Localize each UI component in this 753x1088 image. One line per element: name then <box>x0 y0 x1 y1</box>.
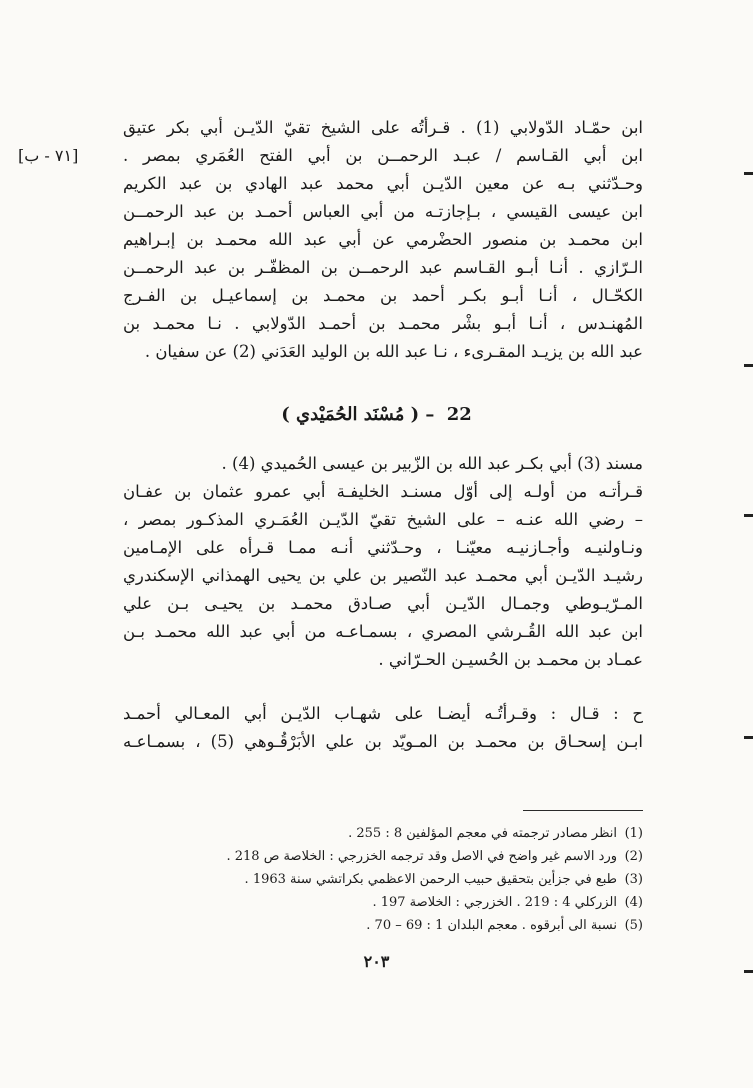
text-line: ابـن إسحـاق بن محمـد بن المـويّد بن علي الأبَرْقُـوهي (5) ، بسمـاعـه <box>123 732 643 751</box>
text-line: ابن عبد الله القُـرشي المصري ، بسمـاعـه من أبي عبد الله محمـد بـن <box>123 622 643 641</box>
binding-mark <box>744 736 753 739</box>
footnote-number: (2) <box>624 849 643 864</box>
footnotes <box>123 822 643 937</box>
binding-mark <box>744 514 753 517</box>
binding-mark <box>744 364 753 367</box>
footnote-text: انظر مصادر ترجمته في معجم المؤلفين 8 : 255 . <box>348 826 617 841</box>
binding-mark <box>744 970 753 973</box>
text-line: ابن حمّـاد الدّولابي (1) . قـرأتُه على الشيخ تقيّ الدّيـن أبي بكر عتيق <box>123 118 643 137</box>
section-dash: – <box>425 404 435 425</box>
footnote-number: (4) <box>624 895 643 910</box>
footnote-text: نسبة الى أبرقوه . معجم البلدان 1 : 69 – 70 . <box>366 918 617 933</box>
section-title: ( مُسْنَد الحُمَيْدي ) <box>281 404 420 425</box>
paragraph-1 <box>123 114 643 366</box>
text-line: ابن محمـد بن منصور الحضْرمي عن أبي عبد الله محمـد بن إبـراهيم <box>123 230 643 249</box>
text-line: المـرّيـوطي وجمـال الدّيـن أبي صـادق محمـد بن يحيـى بـن علي <box>123 594 643 613</box>
footnote <box>123 822 643 845</box>
footnote-text: طبع في جزأين بتحقيق حبيب الرحمن الاعظمي بكراتشي سنة 1963 . <box>244 872 617 887</box>
section-number: 22 <box>446 404 472 425</box>
page-number: ٢٠٣ <box>363 952 390 971</box>
text-line: رشيـد الدّيـن أبي محمـد عبد النّصير بن علي بن يحيى الهمذاني الإسكندري <box>123 566 643 585</box>
text-line: ابن أبي القـاسم / عبـد الرحمــن بن أبي الفتح العُمَري بمصر . <box>123 146 643 165</box>
footnote <box>123 845 643 868</box>
text-line: الكحّـال ، أنـا أبـو بكـر أحمد بن محمـد بن إسماعيـل بن الفـرج <box>123 286 643 305</box>
footnote <box>123 914 643 937</box>
footnote-number: (3) <box>624 872 643 887</box>
text-line: – رضي الله عنـه – على الشيخ تقيّ الدّيـن العُمَـري المذكـور بمصر ، <box>123 510 643 529</box>
text-line: قـرأتـه من أولـه إلى أوّل مسنـد الخليفـة أبي عمرو عثمان بن عفـان <box>123 482 643 501</box>
paragraph-2 <box>123 450 643 674</box>
text-line: عبد الله بن يزيـد المقـرىء ، نـا عبد الله بن الوليد العَدَني (2) عن سفيان . <box>144 342 643 361</box>
text-line: وحـدّثني بـه عن معين الدّيـن أبي محمد عبد الهادي بن عبد الكريم <box>123 174 643 193</box>
footnote-number: (1) <box>624 826 643 841</box>
footnote-text: الزركلي 4 : 219 . الخزرجي : الخلاصة 197 . <box>372 895 617 910</box>
footnote-number: (5) <box>624 918 643 933</box>
footnote-separator <box>523 810 643 811</box>
footnote <box>123 868 643 891</box>
paragraph-3 <box>123 700 643 756</box>
text-line: مسند (3) أبي بكـر عبد الله بن الزّبير بن عيسى الحُميدي (4) . <box>221 454 643 473</box>
margin-folio-note: [٧١ - ب] <box>18 146 79 165</box>
text-line: الـرّازي . أنـا أبـو القـاسم عبد الرحمــن بن المظفّـر بن عبد الرحمــن <box>123 258 643 277</box>
section-heading <box>0 404 753 425</box>
binding-mark <box>744 172 753 175</box>
text-line: ح : قـال : وقـرأتُـه أيضـا على شهـاب الدّيـن أبي المعـالي أحمـد <box>123 704 643 723</box>
text-line: ابن عيسى القيسي ، بـإجازتـه من أبي العباس أحمـد بن عبد الرحمــن <box>123 202 643 221</box>
footnote <box>123 891 643 914</box>
text-line: عمـاد بن محمـد بن الحُسيـن الحـرّاني . <box>378 650 643 669</box>
text-line: ونـاولنيـه وأجـازنيـه معيّنـا ، وحـدّثني أنـه ممـا قـرأه على الإمـامين <box>123 538 643 557</box>
footnote-text: ورد الاسم غير واضح في الاصل وقد ترجمه الخزرجي : الخلاصة ص 218 . <box>226 849 617 864</box>
text-line: المُهنـدس ، أنـا أبـو بشْر محمـد بن أحمـد الدّولابي . نـا محمـد بن <box>123 314 643 333</box>
